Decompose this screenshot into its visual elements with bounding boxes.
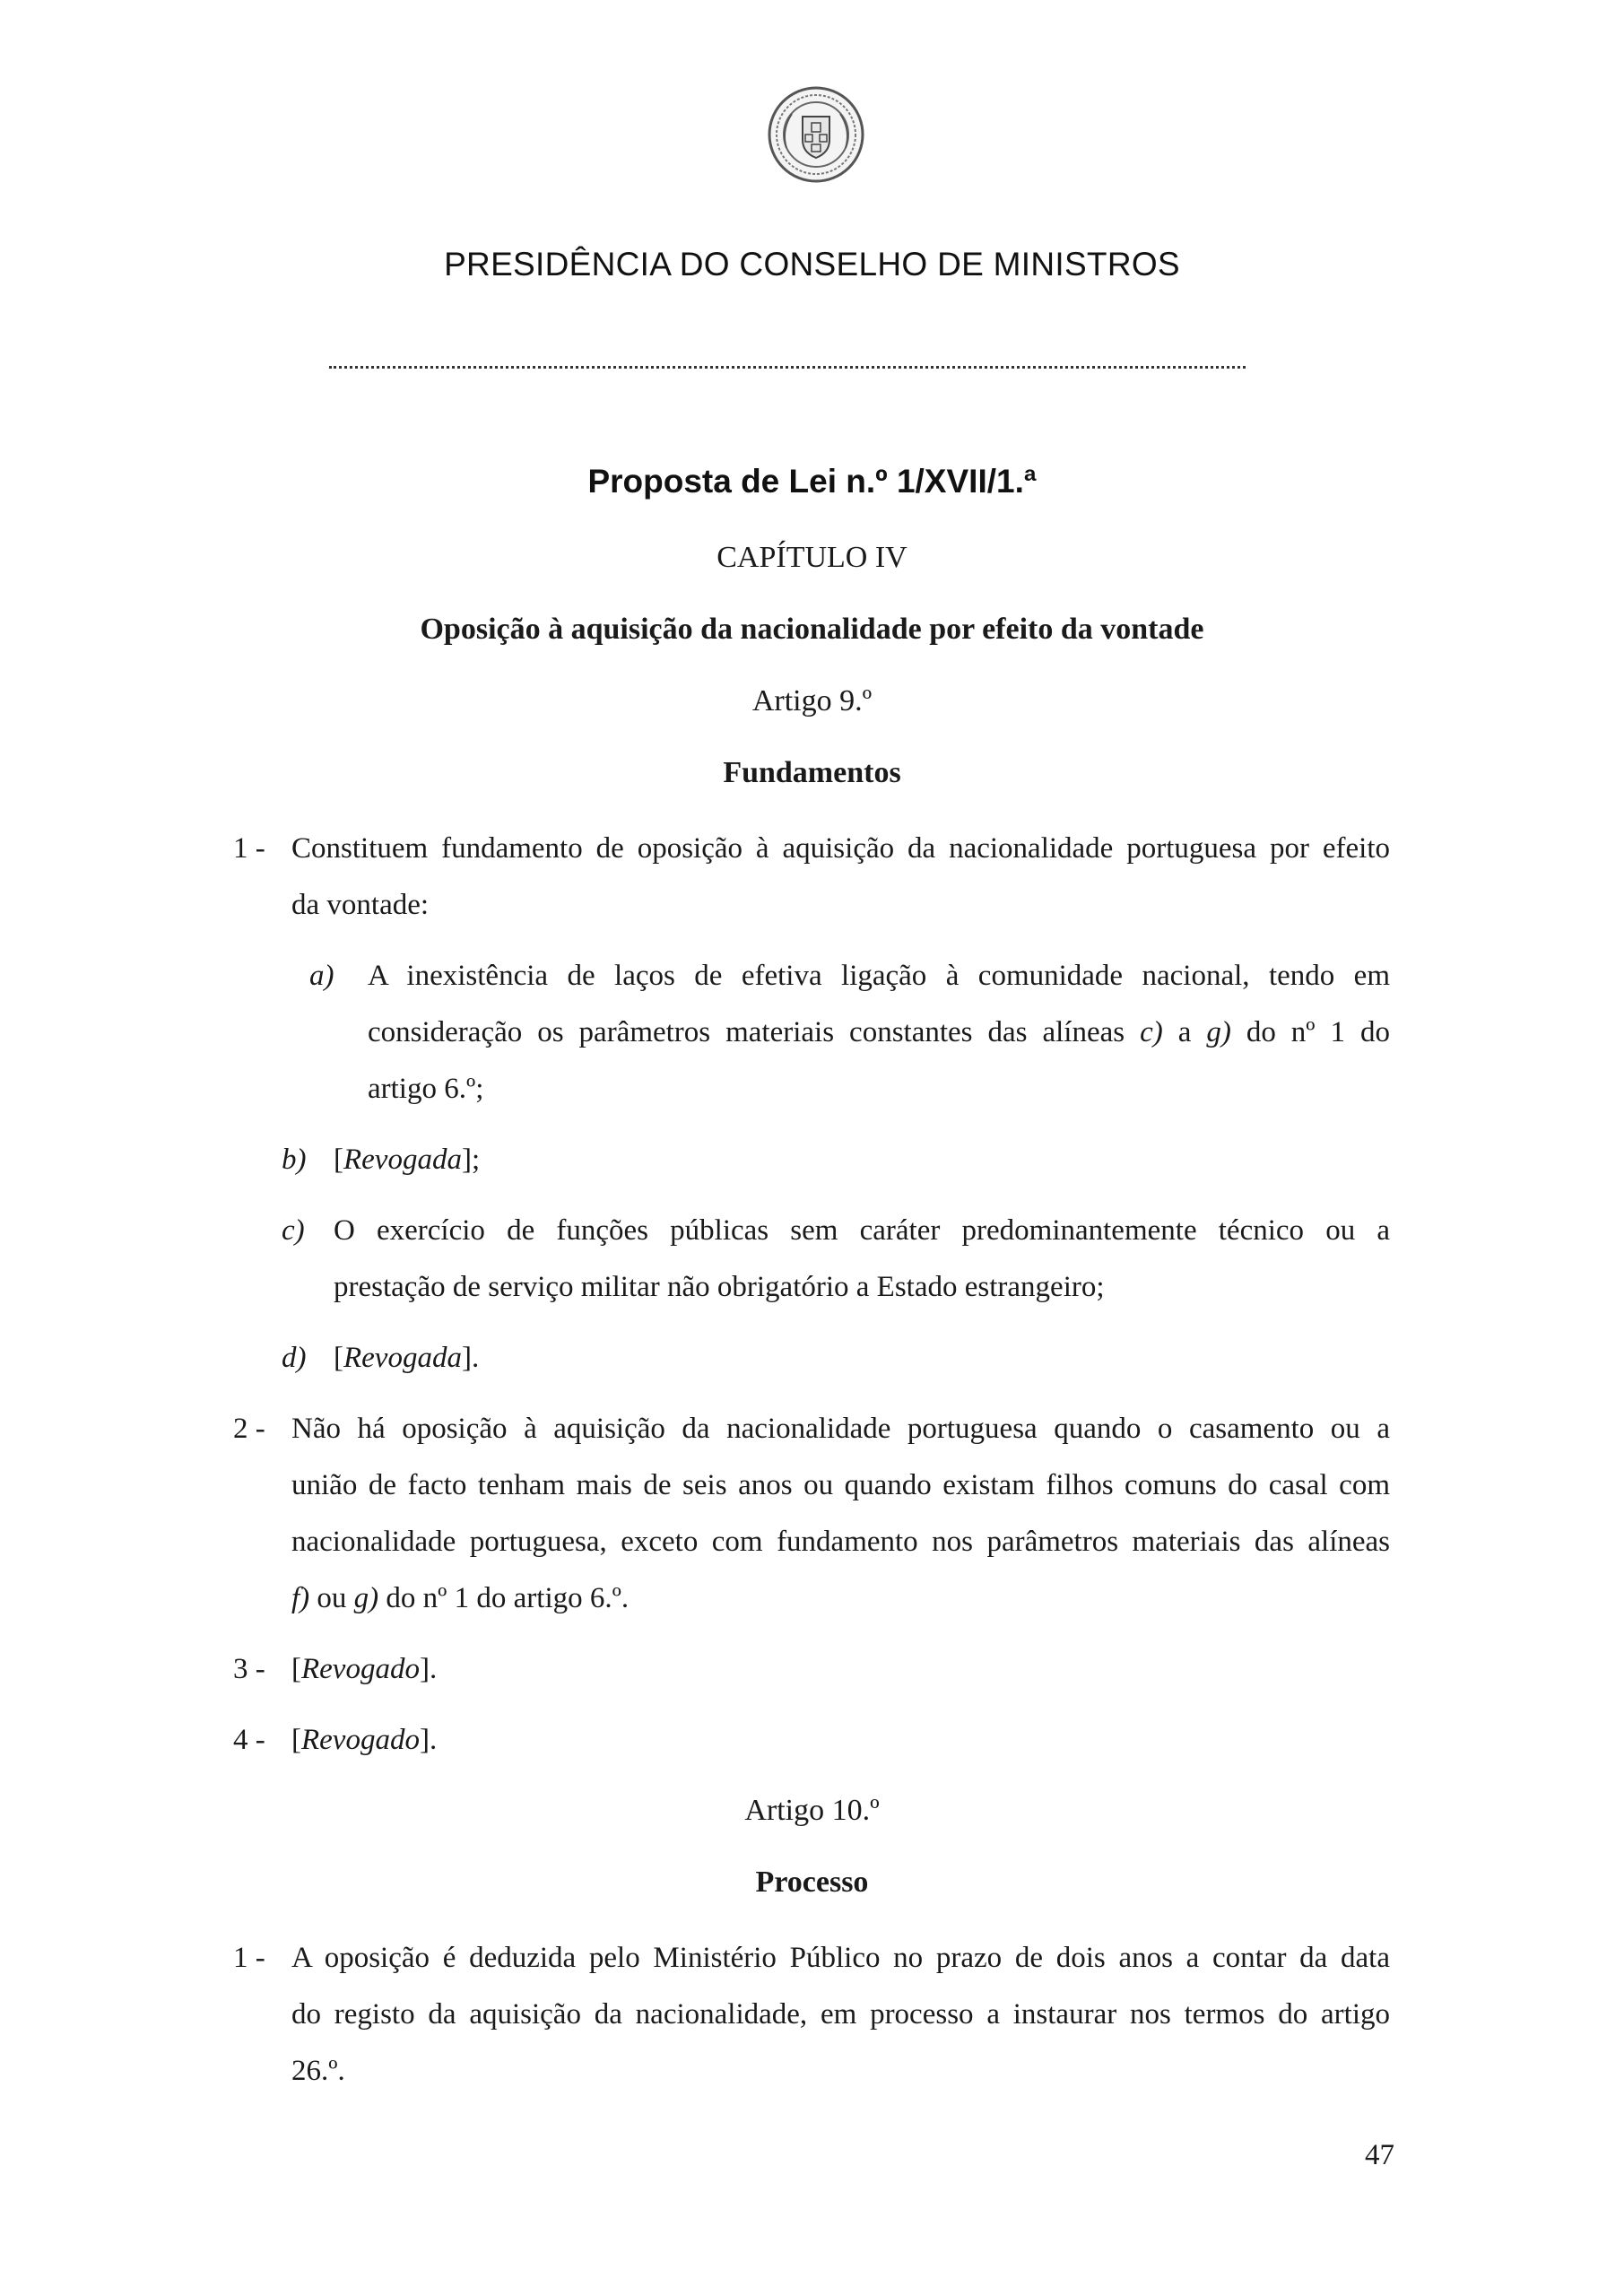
paragraph-label: 1 - bbox=[233, 832, 265, 865]
article-10-number: Artigo 10.º bbox=[744, 1794, 880, 1827]
paragraph-label: 4 - bbox=[233, 1724, 265, 1756]
item-text-line: prestação de serviço militar não obrigatório a Estado estrangeiro; bbox=[334, 1271, 1105, 1303]
item-text-line: consideração os parâmetros materiais constantes das alíneas c) a g) do nº 1 do bbox=[368, 1016, 1391, 1048]
paragraph-text-line: f) ou g) do nº 1 do artigo 6.º. bbox=[291, 1582, 630, 1614]
paragraph-text-line: 26.º. bbox=[291, 2055, 345, 2087]
page-number: 47 bbox=[1365, 2139, 1394, 2171]
paragraph-text-line: união de facto tenham mais de seis anos ou quando existam filhos comuns do casal com bbox=[291, 1469, 1390, 1501]
item-label: d) bbox=[282, 1342, 307, 1374]
paragraph-text-line: nacionalidade portuguesa, exceto com fundamento nos parâmetros materiais das alíneas bbox=[291, 1526, 1390, 1558]
proposal-title: Proposta de Lei n.º 1/XVII/1.ª bbox=[587, 463, 1037, 500]
item-text-line: artigo 6.º; bbox=[368, 1073, 484, 1105]
item-text-line: [Revogada]. bbox=[334, 1342, 480, 1374]
paragraph-text-line: da vontade: bbox=[291, 889, 430, 921]
article-9-number: Artigo 9.º bbox=[751, 684, 873, 718]
paragraph-text-line: [Revogado]. bbox=[291, 1724, 438, 1756]
coat-of-arms-seal-icon bbox=[767, 85, 865, 184]
article-9-title: Fundamentos bbox=[723, 756, 901, 789]
ministry-header: PRESIDÊNCIA DO CONSELHO DE MINISTROS bbox=[444, 246, 1180, 283]
item-label: c) bbox=[282, 1214, 305, 1247]
item-label: a) bbox=[309, 960, 334, 992]
paragraph-text-line: Não há oposição à aquisição da nacionalidade portuguesa quando o casamento ou a bbox=[291, 1413, 1390, 1445]
item-text-line: [Revogada]; bbox=[334, 1144, 481, 1176]
item-text-line: A inexistência de laços de efetiva ligação à comunidade nacional, tendo em bbox=[368, 960, 1390, 992]
chapter-title: Oposição à aquisição da nacionalidade por efeito da vontade bbox=[420, 613, 1204, 646]
paragraph-text-line: Constituem fundamento de oposição à aquisição da nacionalidade portuguesa por efeito bbox=[291, 832, 1390, 865]
paragraph-label: 1 - bbox=[233, 1942, 265, 1974]
item-text-line: O exercício de funções públicas sem caráter predominantemente técnico ou a bbox=[334, 1214, 1390, 1247]
paragraph-text-line: A oposição é deduzida pelo Ministério Público no prazo de dois anos a contar da data bbox=[291, 1942, 1390, 1974]
dotted-divider bbox=[329, 366, 1246, 369]
paragraph-label: 3 - bbox=[233, 1653, 265, 1685]
paragraph-text-line: [Revogado]. bbox=[291, 1653, 438, 1685]
article-10-title: Processo bbox=[755, 1866, 869, 1899]
paragraph-label: 2 - bbox=[233, 1413, 265, 1445]
paragraph-text-line: do registo da aquisição da nacionalidade, em processo a instaurar nos termos do artigo bbox=[291, 1998, 1390, 2031]
item-label: b) bbox=[282, 1144, 307, 1176]
chapter-number: CAPÍTULO IV bbox=[716, 541, 908, 574]
